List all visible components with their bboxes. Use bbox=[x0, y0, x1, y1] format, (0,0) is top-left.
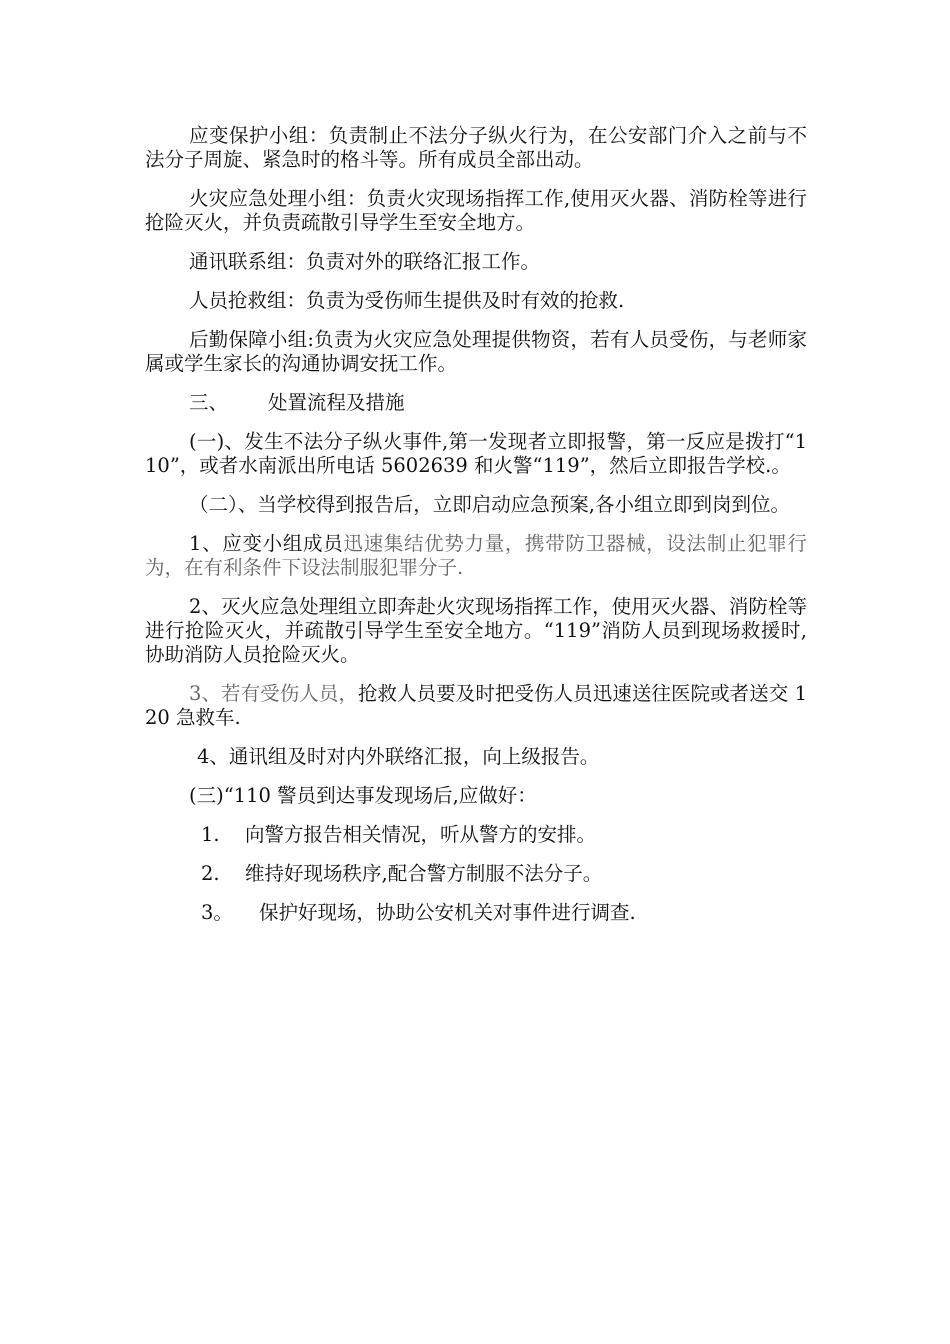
section-title: 处置流程及措施 bbox=[268, 391, 405, 414]
item-3-lead: 3、若有受伤人员， bbox=[189, 682, 358, 705]
paragraph-item-4: 4、通讯组及时对内外联络汇报，向上级报告。 bbox=[197, 745, 600, 768]
paragraph-step-2-activate: （二）、当学校得到报告后，立即启动应急预案,各小组立即到岗到位。 bbox=[189, 493, 790, 516]
section-heading-3 bbox=[145, 391, 807, 415]
list-item-1 bbox=[145, 823, 807, 847]
paragraph-fire-emergency-group: 火灾应急处理小组：负责火灾现场指挥工作,使用灭火器、消防栓等进行抢险灭火，并负责疏散引导学生至安全地方。 bbox=[145, 187, 807, 234]
list-item-2 bbox=[145, 862, 807, 886]
list-item-2-number: 2. bbox=[201, 862, 220, 885]
list-item-3-text: 保护好现场，协助公安机关对事件进行调查. bbox=[259, 901, 636, 924]
list-item-2-text: 维持好现场秩序,配合警方制服不法分子。 bbox=[245, 862, 603, 885]
paragraph-item-2: 2、灭火应急处理组立即奔赴火灾现场指挥工作，使用灭火器、消防栓等进行抢险灭火，并疏散引导学生至安全地方。“119”消防人员到现场救援时,协助消防人员抢险灭火。 bbox=[145, 595, 807, 666]
list-item-1-number: 1. bbox=[201, 823, 220, 846]
paragraph-communication-group: 通讯联系组：负责对外的联络汇报工作。 bbox=[189, 250, 541, 273]
paragraph-step-1-report: (一)、发生不法分子纵火事件,第一发现者立即报警，第一反应是拨打“110”，或者水南派出所电话 5602639 和火警“119”，然后立即报告学校.。 bbox=[145, 430, 807, 477]
section-number: 三、 bbox=[189, 391, 229, 414]
paragraph-rescue-group: 人员抢救组：负责为受伤师生提供及时有效的抢救. bbox=[189, 289, 625, 312]
paragraph-item-3 bbox=[145, 682, 807, 730]
paragraph-step-3-police: (三)“110 警员到达事发现场后,应做好： bbox=[189, 784, 537, 807]
document-body bbox=[145, 124, 807, 940]
list-item-1-text: 向警方报告相关情况，听从警方的安排。 bbox=[245, 823, 597, 846]
list-item-3-number: 3。 bbox=[201, 901, 233, 924]
item-3-rest: 抢救人员要及时把受伤人员迅速送往医院或者送交 120 急救车. bbox=[145, 682, 807, 729]
item-1-rest: 迅速集结优势力量，携带防卫器械，设法制止犯罪行为，在有利条件下设法制服犯罪分子. bbox=[145, 532, 807, 579]
paragraph-item-1 bbox=[145, 532, 807, 580]
list-item-3 bbox=[145, 901, 807, 925]
paragraph-response-protection-group: 应变保护小组：负责制止不法分子纵火行为，在公安部门介入之前与不法分子周旋、紧急时的格斗等。所有成员全部出动。 bbox=[145, 124, 807, 171]
paragraph-logistics-group: 后勤保障小组:负责为火灾应急处理提供物资，若有人员受伤，与老师家属或学生家长的沟通协调安抚工作。 bbox=[145, 328, 807, 375]
item-1-lead: 1、应变小组成员 bbox=[189, 532, 344, 555]
